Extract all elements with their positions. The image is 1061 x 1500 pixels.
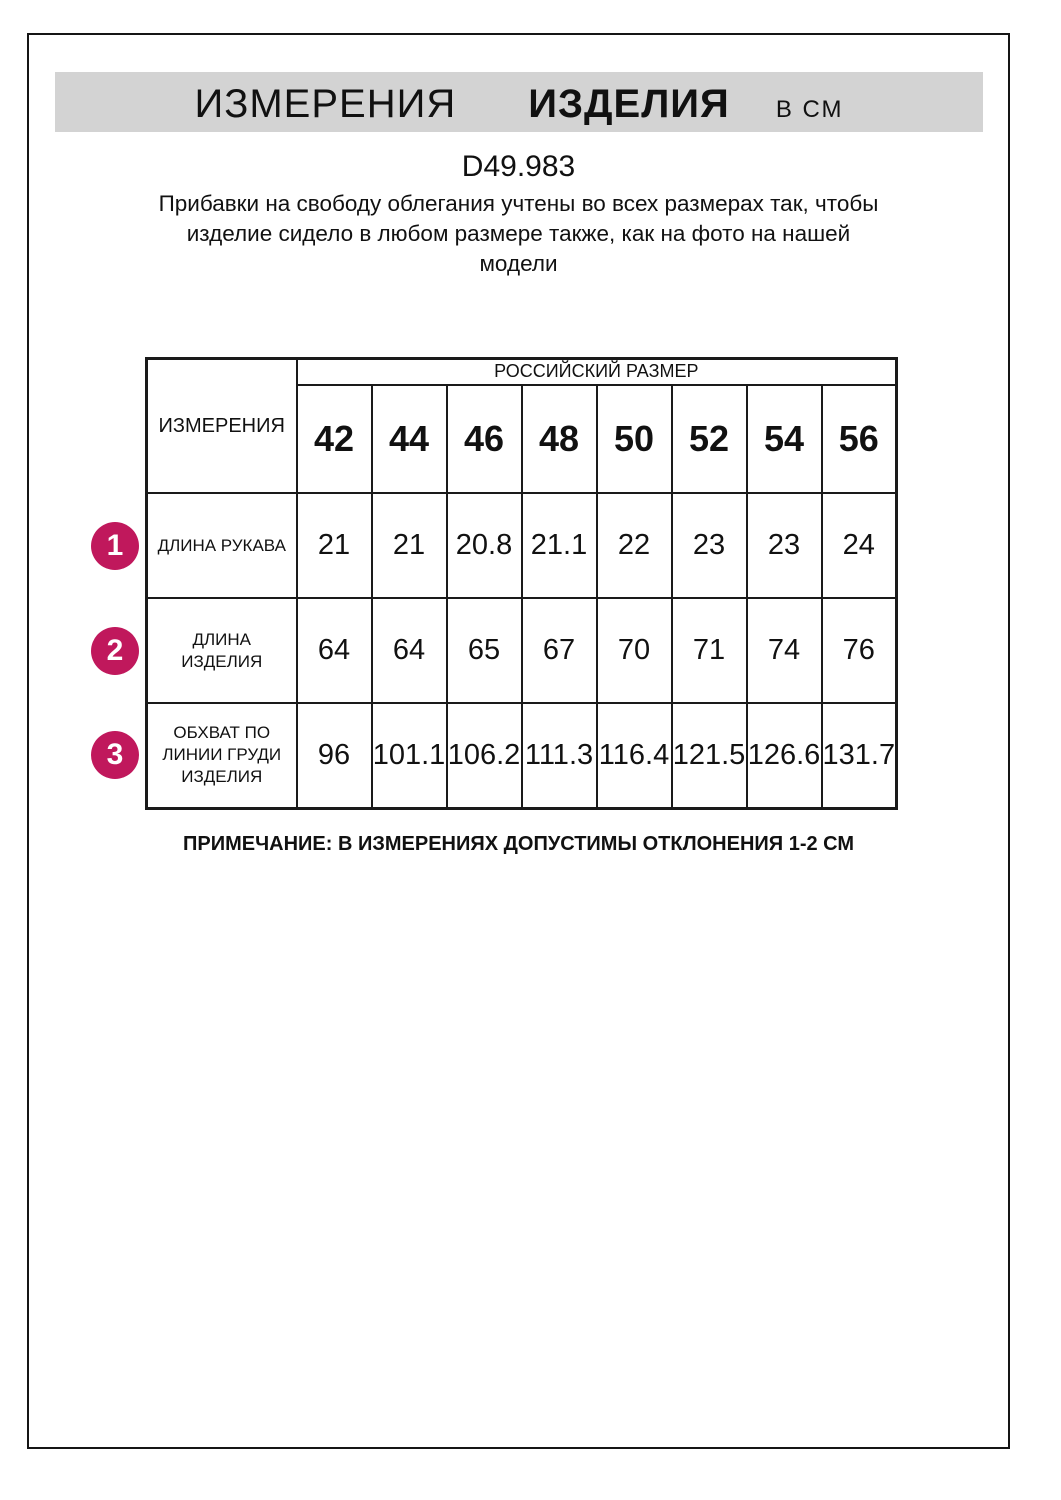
title-word-measurements: ИЗМЕРЕНИЯ [194,82,457,126]
measurement-label-line: ДЛИНА [192,629,251,649]
measurement-value-cell: 65 [447,598,522,703]
measurement-value-cell: 70 [597,598,672,703]
measurement-label-cell [106,598,297,703]
size-header-cell: 48 [522,385,597,493]
measurement-value-cell: 23 [747,493,822,598]
size-header-cell: 44 [372,385,447,493]
size-header-cell: 42 [297,385,372,493]
measurement-value-cell: 64 [297,598,372,703]
row-number-badge: 3 [91,731,139,779]
row-number-badge: 1 [91,522,139,570]
subtitle-line: Прибавки на свободу облегания учтены во всех размерах так, чтобы [158,191,879,216]
table-row [147,598,897,703]
measurement-value-cell: 116.4 [597,703,672,808]
size-header-cell: 52 [672,385,747,493]
measurement-value-cell: 74 [747,598,822,703]
table-row [147,493,897,598]
size-header-cell: 54 [747,385,822,493]
article-number: D49.983 [461,150,576,183]
subtitle-line: модели [479,251,558,276]
measurement-value-cell: 24 [822,493,897,598]
measurement-value-cell: 131.7 [822,703,897,808]
measurement-value-cell: 23 [672,493,747,598]
measurement-value-cell: 121.5 [672,703,747,808]
title-banner [55,72,983,132]
measurement-value-cell: 76 [822,598,897,703]
corner-cell-measurements: ИЗМЕРЕНИЯ [147,359,297,494]
tolerance-note: ПРИМЕЧАНИЕ: В ИЗМЕРЕНИЯХ ДОПУСТИМЫ ОТКЛОНЕНИЯ 1-2 СМ [183,833,854,855]
title-word-product: ИЗДЕЛИЯ [528,82,730,126]
measurement-value-cell: 106.2 [447,703,522,808]
measurement-value-cell: 21 [372,493,447,598]
russian-size-header-cell: РОССИЙСКИЙ РАЗМЕР [297,359,897,386]
measurement-value-cell: 64 [372,598,447,703]
measurement-label-cell [106,703,297,808]
title-unit-cm: В СМ [775,96,844,123]
measurement-value-cell: 67 [522,598,597,703]
size-header-cell: 46 [447,385,522,493]
measurement-label-line: ОБХВАТ ПО [173,723,271,743]
size-header-cell: 56 [822,385,897,493]
measurement-value-cell: 21.1 [522,493,597,598]
measurement-label-line: ЛИНИИ ГРУДИ [162,745,282,765]
measurements-table [106,357,898,810]
page-frame [27,33,1010,1449]
subtitle-paragraph [29,189,1008,279]
measurement-value-cell: 111.3 [522,703,597,808]
measurement-value-cell: 126.6 [747,703,822,808]
subtitle-line: изделие сидело в любом размере также, как на фото на нашей [186,221,851,246]
measurement-label-cell [106,493,297,598]
group-header-row [147,359,897,386]
measurement-label-line: ИЗДЕЛИЯ [181,767,263,787]
size-table-zone [106,357,898,810]
size-header-cell: 50 [597,385,672,493]
measurement-value-cell: 21 [297,493,372,598]
measurement-value-cell: 20.8 [447,493,522,598]
measurement-value-cell: 22 [597,493,672,598]
measurement-label-line: ДЛИНА РУКАВА [157,535,286,555]
measurement-label-line: ИЗДЕЛИЯ [181,651,263,671]
table-row [147,703,897,808]
measurement-value-cell: 101.1 [372,703,447,808]
measurement-value-cell: 71 [672,598,747,703]
measurement-value-cell: 96 [297,703,372,808]
row-number-badge: 2 [91,627,139,675]
